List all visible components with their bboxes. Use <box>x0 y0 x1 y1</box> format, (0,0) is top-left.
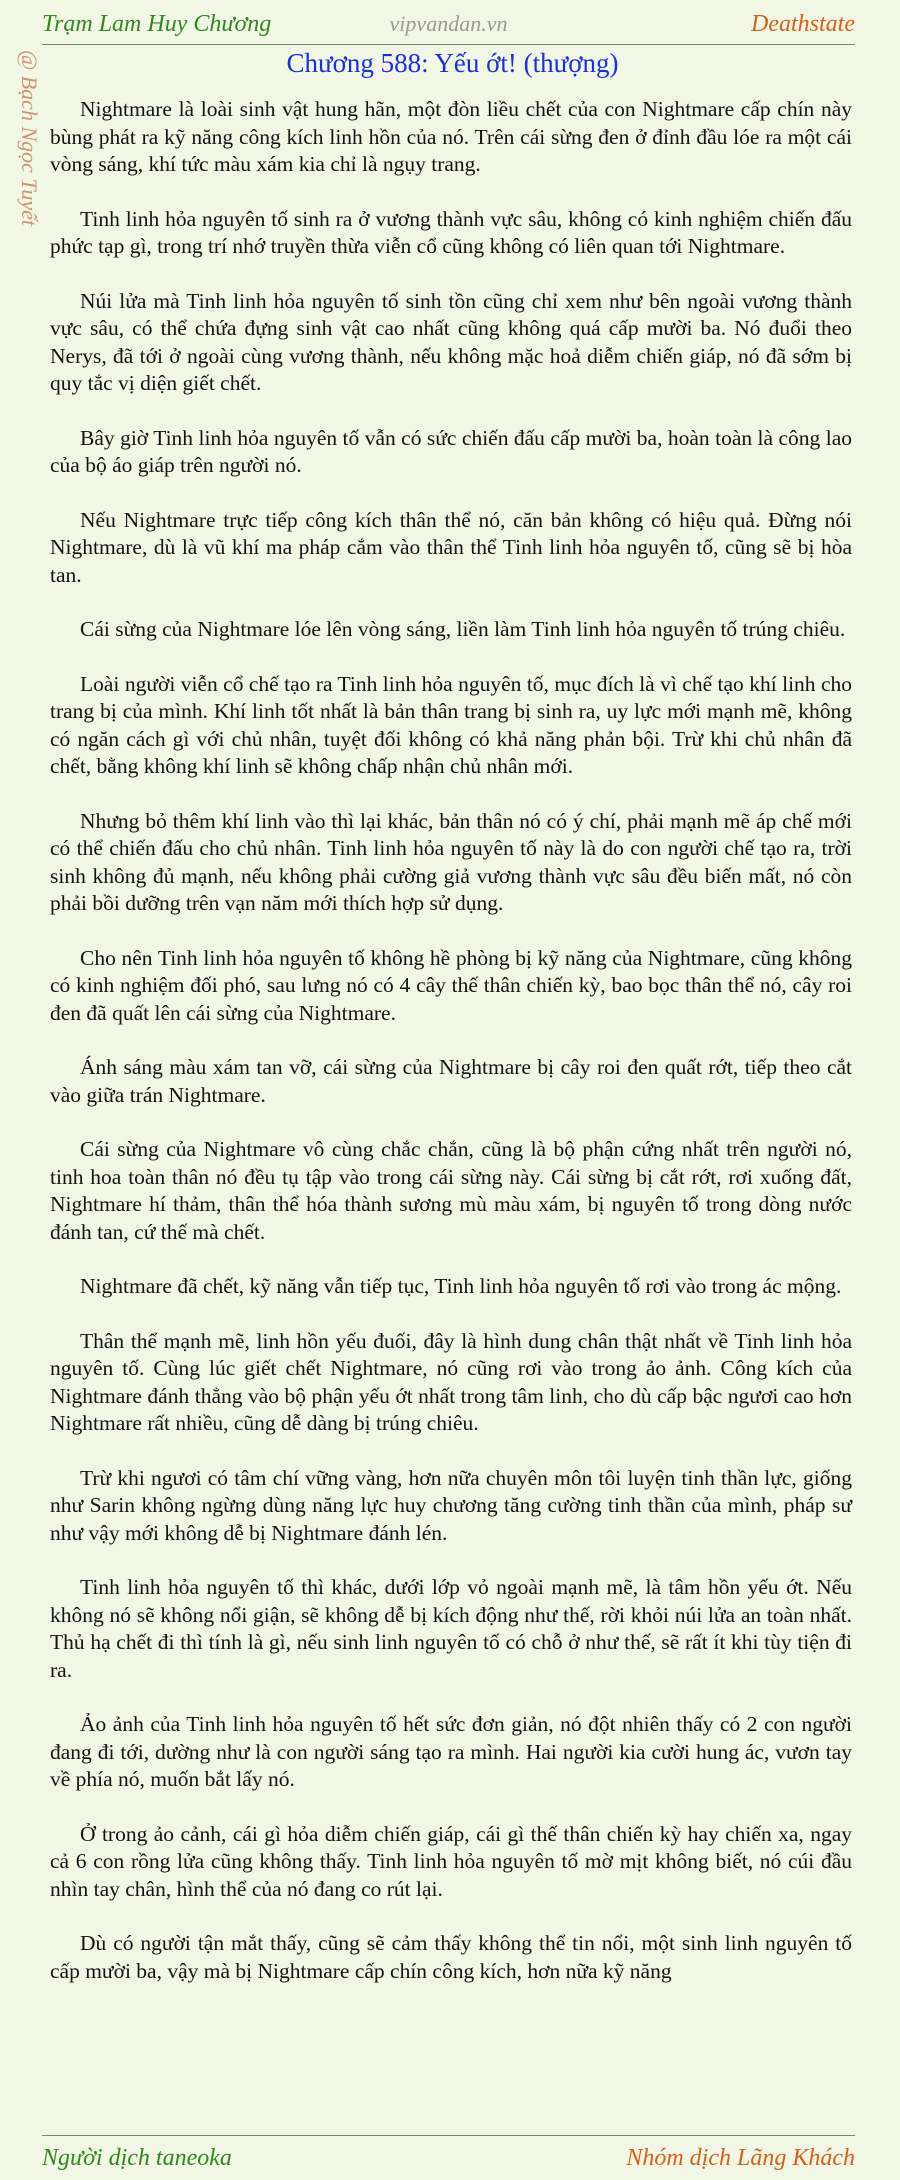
paragraph: Ảo ảnh của Tinh linh hỏa nguyên tố hết sức đơn giản, nó đột nhiên thấy có 2 con người đang đi tới, dường như là con người sáng tạo ra mình. Hai người kia cười hung ác, vươn tay về phía nó, muốn bắt lấy nó. <box>50 1712 852 1791</box>
footer-group: Nhóm dịch Lãng Khách <box>626 2144 855 2171</box>
page-header <box>42 4 855 45</box>
paragraph: Ánh sáng màu xám tan vỡ, cái sừng của Nightmare bị cây roi đen quất rớt, tiếp theo cắt vào giữa trán Nightmare. <box>50 1055 852 1107</box>
paragraph: Tinh linh hỏa nguyên tố thì khác, dưới lớp vỏ ngoài mạnh mẽ, là tâm hồn yếu ớt. Nếu không nó sẽ không nổi giận, sẽ không dễ bị kích động như thế, rời khỏi núi lửa an toàn nhất. Thủ hạ chết đi thì tính là gì, nếu sinh linh nguyên tố có chỗ ở như thế, sẽ rất ít khi tùy tiện đi ra. <box>50 1575 852 1682</box>
paragraph: Núi lửa mà Tinh linh hỏa nguyên tố sinh tồn cũng chỉ xem như bên ngoài vương thành vực sâu, có thể chứa đựng sinh vật cao nhất cũng không quá cấp mười ba. Nó đuổi theo Nerys, đã tới ở ngoài cùng vương thành, nếu không mặc hoả diễm chiến giáp, nó đã sớm bị quy tắc vị diện giết chết. <box>50 288 852 395</box>
header-url: vipvandan.vn <box>389 11 508 36</box>
header-site-name: Trạm Lam Huy Chương <box>42 10 272 37</box>
paragraph: Bây giờ Tinh linh hỏa nguyên tố vẫn có sức chiến đấu cấp mười ba, hoàn toàn là công lao của bộ áo giáp trên người nó. <box>50 425 852 477</box>
side-watermark: @ Bạch Ngọc Tuyết <box>17 50 42 227</box>
paragraph: Nightmare đã chết, kỹ năng vẫn tiếp tục, Tinh linh hỏa nguyên tố rơi vào trong ác mộng. <box>80 1274 842 1298</box>
paragraph: Tinh linh hỏa nguyên tố sinh ra ở vương thành vực sâu, không có kinh nghiệm chiến đấu phức tạp gì, trong trí nhớ truyền thừa viễn cổ cũng không có liên quan tới Nightmare. <box>50 206 852 258</box>
page-footer <box>42 2135 855 2180</box>
chapter-body <box>50 96 852 2012</box>
header-tag: Deathstate <box>751 10 855 37</box>
paragraph: Cái sừng của Nightmare lóe lên vòng sáng, liền làm Tinh linh hỏa nguyên tố trúng chiêu. <box>80 617 846 641</box>
paragraph: Ở trong ảo cảnh, cái gì hỏa diễm chiến giáp, cái gì thế thân chiến kỳ hay chiến xa, ngay cả 6 con rồng lửa cũng không thấy. Tinh linh hỏa nguyên tố mờ mịt không biết, nó cúi đầu nhìn tay chân, hình thể của nó đang co rút lại. <box>50 1821 852 1901</box>
paragraph: Nightmare là loài sinh vật hung hãn, một đòn liều chết của con Nightmare cấp chín này bùng phát ra kỹ năng công kích linh hồn của nó. Trên cái sừng đen ở đỉnh đầu lóe ra một cái vòng sáng, khí tức màu xám kia chỉ là ngụy trang. <box>50 97 852 176</box>
paragraph: Loài người viễn cổ chế tạo ra Tinh linh hỏa nguyên tố, mục đích là vì chế tạo khí linh cho trang bị của mình. Khí linh tốt nhất là bản thân trang bị sinh ra, uy lực mới mạnh mẽ, không có ngăn cách gì với chủ nhân, tuyệt đối không có khả năng phản bội. Trừ khi chủ nhân đã chết, bằng không khí linh sẽ không chấp nhận chủ nhân mới. <box>50 671 852 778</box>
chapter-title: Chương 588: Yếu ớt! (thượng) <box>286 48 619 78</box>
paragraph: Thân thể mạnh mẽ, linh hồn yếu đuối, đây là hình dung chân thật nhất về Tinh linh hỏa nguyên tố. Cùng lúc giết chết Nightmare, nó cũng rơi vào trong ảo ảnh. Công kích của Nightmare đánh thẳng vào bộ phận yếu ớt nhất trong tâm linh, cho dù cấp bậc ngươi cao hơn Nightmare rất nhiều, cũng dễ dàng bị trúng chiêu. <box>50 1328 852 1435</box>
paragraph: Cho nên Tinh linh hỏa nguyên tố không hề phòng bị kỹ năng của Nightmare, cũng không có kinh nghiệm đối phó, sau lưng nó có 4 cây thế thân chiến kỳ, bao bọc thân thể nó, cây roi đen đã quất lên cái sừng của Nightmare. <box>50 945 852 1025</box>
paragraph: Cái sừng của Nightmare vô cùng chắc chắn, cũng là bộ phận cứng nhất trên người nó, tinh hoa toàn thân nó đều tụ tập vào trong cái sừng này. Cái sừng bị cắt rớt, rơi xuống đất, Nightmare hí thảm, thân thể hóa thành sương mù màu xám, bị nguyên tố trong dòng nước đánh tan, cứ thế mà chết. <box>50 1137 852 1244</box>
footer-translator: Người dịch taneoka <box>42 2144 232 2171</box>
paragraph: Nhưng bỏ thêm khí linh vào thì lại khác, bản thân nó có ý chí, phải mạnh mẽ áp chế mới có thể chiến đấu cho chủ nhân. Tinh linh hỏa nguyên tố này là do con người chế tạo ra, trời sinh không đủ mạnh, nếu không phải cường giả vương thành vực sâu đều biến mất, nó còn phải bồi dưỡng trên vạn năm mới thích hợp sử dụng. <box>50 808 852 915</box>
paragraph: Dù có người tận mắt thấy, cũng sẽ cảm thấy không thể tin nổi, một sinh linh nguyên tố cấp mười ba, vậy mà bị Nightmare cấp chín công kích, hơn nữa kỹ năng <box>50 1931 852 1983</box>
paragraph: Nếu Nightmare trực tiếp công kích thân thể nó, căn bản không có hiệu quả. Đừng nói Nightmare, dù là vũ khí ma pháp cắm vào thân thể Tinh linh hỏa nguyên tố, cũng sẽ bị hòa tan. <box>50 507 852 587</box>
paragraph: Trừ khi ngươi có tâm chí vững vàng, hơn nữa chuyên môn tôi luyện tinh thần lực, giống như Sarin không ngừng dùng năng lực huy chương tăng cường tinh thần của mình, pháp sư như vậy mới không dễ bị Nightmare đánh lén. <box>50 1465 852 1545</box>
